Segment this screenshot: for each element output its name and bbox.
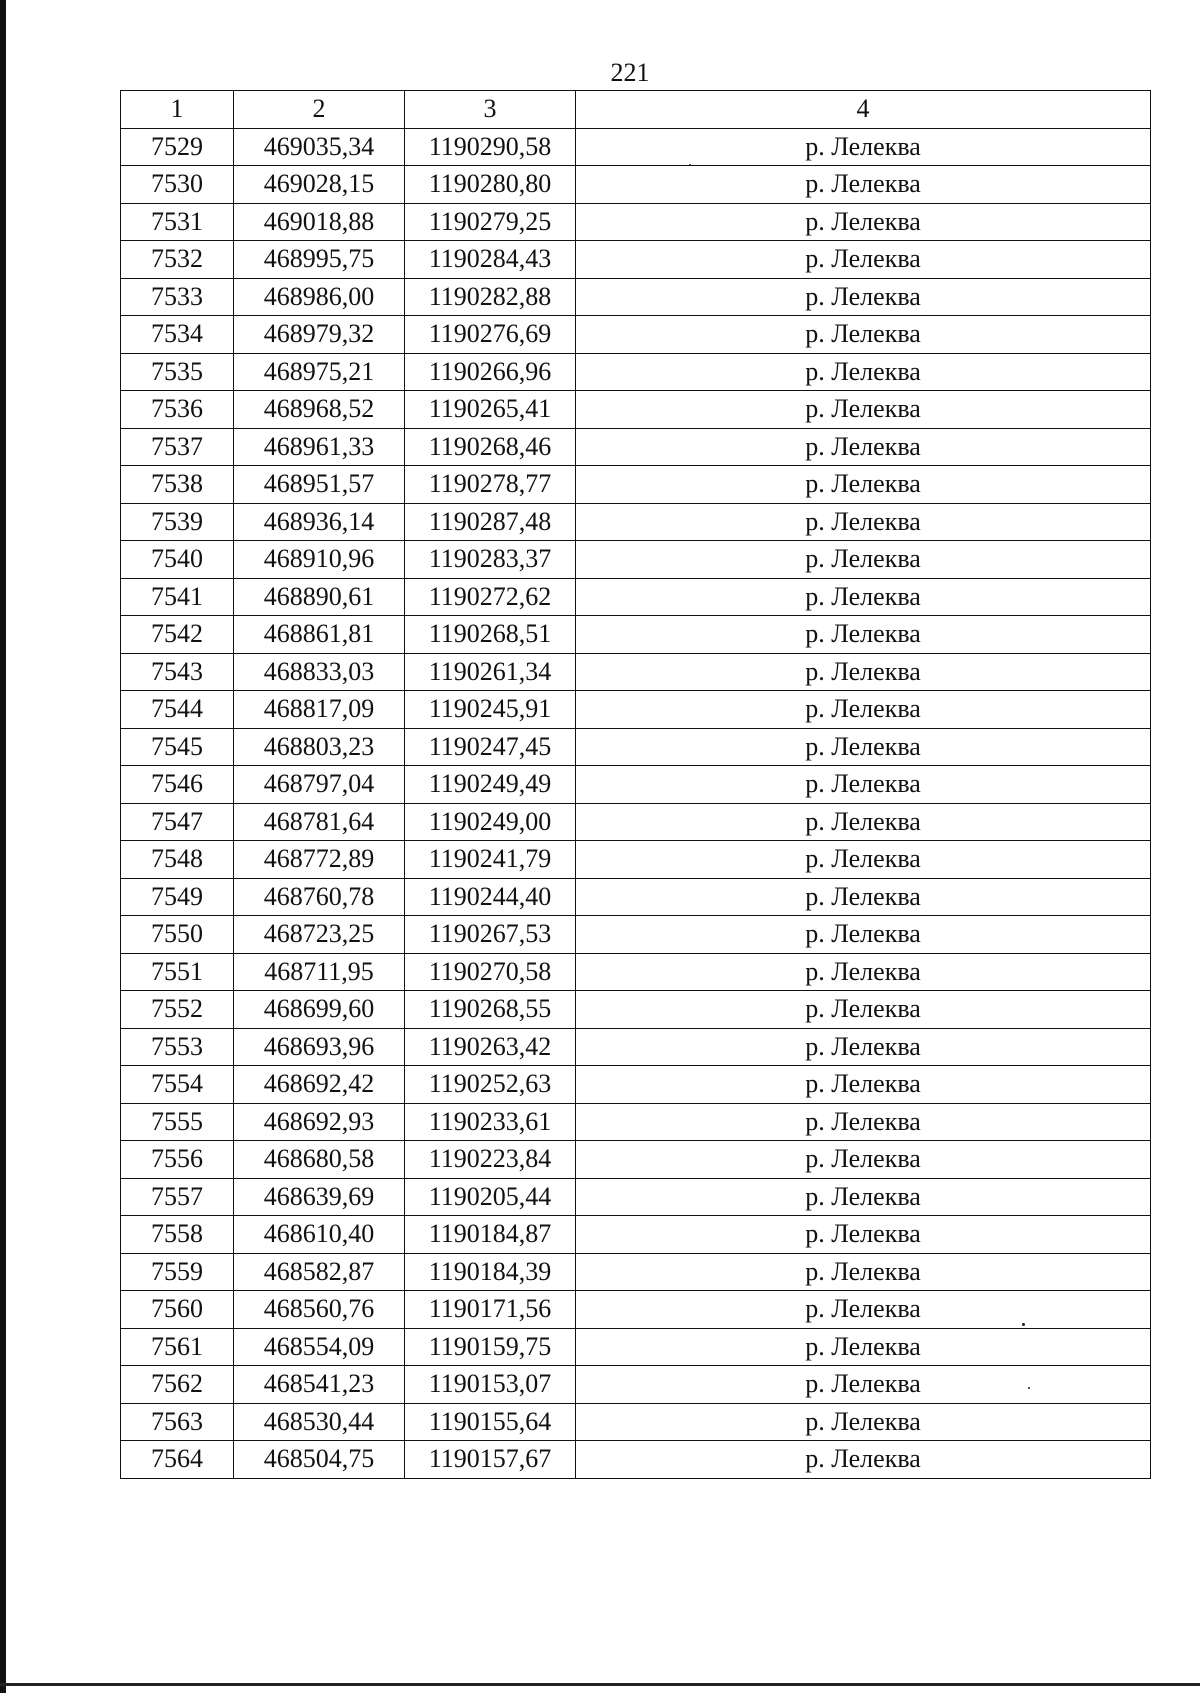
x-coordinate-cell: 468760,78 xyxy=(234,878,405,916)
y-coordinate-cell: 1190205,44 xyxy=(405,1178,576,1216)
description-cell: р. Лелеква xyxy=(576,1103,1151,1141)
x-coordinate-cell: 468803,23 xyxy=(234,728,405,766)
description-cell: р. Лелеква xyxy=(576,166,1151,204)
table-row xyxy=(121,353,1151,391)
x-coordinate-cell: 468781,64 xyxy=(234,803,405,841)
point-number-cell: 7531 xyxy=(121,203,234,241)
y-coordinate-cell: 1190252,63 xyxy=(405,1066,576,1104)
description-cell: р. Лелеква xyxy=(576,128,1151,166)
description-cell: р. Лелеква xyxy=(576,203,1151,241)
y-coordinate-cell: 1190267,53 xyxy=(405,916,576,954)
point-number-cell: 7553 xyxy=(121,1028,234,1066)
table-row xyxy=(121,503,1151,541)
table-row xyxy=(121,166,1151,204)
x-coordinate-cell: 468861,81 xyxy=(234,616,405,654)
header-cell-1: 1 xyxy=(121,91,234,129)
table-row xyxy=(121,316,1151,354)
point-number-cell: 7543 xyxy=(121,653,234,691)
table-row xyxy=(121,1028,1151,1066)
point-number-cell: 7538 xyxy=(121,466,234,504)
description-cell: р. Лелеква xyxy=(576,578,1151,616)
x-coordinate-cell: 468530,44 xyxy=(234,1403,405,1441)
x-coordinate-cell: 468986,00 xyxy=(234,278,405,316)
y-coordinate-cell: 1190268,51 xyxy=(405,616,576,654)
y-coordinate-cell: 1190184,39 xyxy=(405,1253,576,1291)
description-cell: р. Лелеква xyxy=(576,953,1151,991)
description-cell: р. Лелеква xyxy=(576,653,1151,691)
header-cell-2: 2 xyxy=(234,91,405,129)
y-coordinate-cell: 1190268,46 xyxy=(405,428,576,466)
y-coordinate-cell: 1190157,67 xyxy=(405,1441,576,1479)
coordinates-table xyxy=(120,90,1151,1479)
x-coordinate-cell: 468817,09 xyxy=(234,691,405,729)
table-row xyxy=(121,653,1151,691)
y-coordinate-cell: 1190233,61 xyxy=(405,1103,576,1141)
table-row xyxy=(121,128,1151,166)
scan-speck xyxy=(1028,1387,1030,1389)
point-number-cell: 7555 xyxy=(121,1103,234,1141)
y-coordinate-cell: 1190284,43 xyxy=(405,241,576,279)
point-number-cell: 7559 xyxy=(121,1253,234,1291)
x-coordinate-cell: 468610,40 xyxy=(234,1216,405,1254)
y-coordinate-cell: 1190171,56 xyxy=(405,1291,576,1329)
point-number-cell: 7540 xyxy=(121,541,234,579)
x-coordinate-cell: 468639,69 xyxy=(234,1178,405,1216)
y-coordinate-cell: 1190268,55 xyxy=(405,991,576,1029)
table-row xyxy=(121,1328,1151,1366)
point-number-cell: 7545 xyxy=(121,728,234,766)
y-coordinate-cell: 1190184,87 xyxy=(405,1216,576,1254)
table-row xyxy=(121,916,1151,954)
x-coordinate-cell: 468541,23 xyxy=(234,1366,405,1404)
x-coordinate-cell: 468504,75 xyxy=(234,1441,405,1479)
point-number-cell: 7548 xyxy=(121,841,234,879)
point-number-cell: 7552 xyxy=(121,991,234,1029)
y-coordinate-cell: 1190153,07 xyxy=(405,1366,576,1404)
description-cell: р. Лелеква xyxy=(576,691,1151,729)
description-cell: р. Лелеква xyxy=(576,1253,1151,1291)
point-number-cell: 7537 xyxy=(121,428,234,466)
x-coordinate-cell: 469028,15 xyxy=(234,166,405,204)
y-coordinate-cell: 1190245,91 xyxy=(405,691,576,729)
point-number-cell: 7541 xyxy=(121,578,234,616)
x-coordinate-cell: 468961,33 xyxy=(234,428,405,466)
table-row xyxy=(121,691,1151,729)
description-cell: р. Лелеква xyxy=(576,541,1151,579)
table-row xyxy=(121,728,1151,766)
x-coordinate-cell: 468995,75 xyxy=(234,241,405,279)
y-coordinate-cell: 1190261,34 xyxy=(405,653,576,691)
table-row xyxy=(121,578,1151,616)
description-cell: р. Лелеква xyxy=(576,1028,1151,1066)
description-cell: р. Лелеква xyxy=(576,316,1151,354)
table-row xyxy=(121,241,1151,279)
y-coordinate-cell: 1190249,00 xyxy=(405,803,576,841)
x-coordinate-cell: 468560,76 xyxy=(234,1291,405,1329)
table-row xyxy=(121,1178,1151,1216)
table-row xyxy=(121,466,1151,504)
x-coordinate-cell: 468692,42 xyxy=(234,1066,405,1104)
point-number-cell: 7533 xyxy=(121,278,234,316)
point-number-cell: 7536 xyxy=(121,391,234,429)
table-row xyxy=(121,1291,1151,1329)
description-cell: р. Лелеква xyxy=(576,1141,1151,1179)
table-row xyxy=(121,991,1151,1029)
point-number-cell: 7554 xyxy=(121,1066,234,1104)
description-cell: р. Лелеква xyxy=(576,1403,1151,1441)
x-coordinate-cell: 469018,88 xyxy=(234,203,405,241)
point-number-cell: 7564 xyxy=(121,1441,234,1479)
point-number-cell: 7557 xyxy=(121,1178,234,1216)
description-cell: р. Лелеква xyxy=(576,428,1151,466)
point-number-cell: 7558 xyxy=(121,1216,234,1254)
y-coordinate-cell: 1190278,77 xyxy=(405,466,576,504)
y-coordinate-cell: 1190272,62 xyxy=(405,578,576,616)
y-coordinate-cell: 1190282,88 xyxy=(405,278,576,316)
y-coordinate-cell: 1190290,58 xyxy=(405,128,576,166)
table-row xyxy=(121,278,1151,316)
x-coordinate-cell: 468772,89 xyxy=(234,841,405,879)
point-number-cell: 7556 xyxy=(121,1141,234,1179)
point-number-cell: 7534 xyxy=(121,316,234,354)
point-number-cell: 7546 xyxy=(121,766,234,804)
y-coordinate-cell: 1190280,80 xyxy=(405,166,576,204)
table-header xyxy=(121,91,1151,129)
x-coordinate-cell: 468693,96 xyxy=(234,1028,405,1066)
table-row xyxy=(121,616,1151,654)
description-cell: р. Лелеква xyxy=(576,841,1151,879)
header-cell-3: 3 xyxy=(405,91,576,129)
description-cell: р. Лелеква xyxy=(576,803,1151,841)
description-cell: р. Лелеква xyxy=(576,1328,1151,1366)
table-row xyxy=(121,1066,1151,1104)
description-cell: р. Лелеква xyxy=(576,728,1151,766)
table-row xyxy=(121,1103,1151,1141)
description-cell: р. Лелеква xyxy=(576,466,1151,504)
x-coordinate-cell: 468910,96 xyxy=(234,541,405,579)
point-number-cell: 7549 xyxy=(121,878,234,916)
point-number-cell: 7539 xyxy=(121,503,234,541)
x-coordinate-cell: 468699,60 xyxy=(234,991,405,1029)
point-number-cell: 7560 xyxy=(121,1291,234,1329)
table-row xyxy=(121,203,1151,241)
description-cell: р. Лелеква xyxy=(576,503,1151,541)
point-number-cell: 7535 xyxy=(121,353,234,391)
table-row xyxy=(121,1253,1151,1291)
table-row xyxy=(121,1366,1151,1404)
point-number-cell: 7544 xyxy=(121,691,234,729)
table-row xyxy=(121,541,1151,579)
y-coordinate-cell: 1190270,58 xyxy=(405,953,576,991)
y-coordinate-cell: 1190223,84 xyxy=(405,1141,576,1179)
description-cell: р. Лелеква xyxy=(576,916,1151,954)
point-number-cell: 7550 xyxy=(121,916,234,954)
point-number-cell: 7542 xyxy=(121,616,234,654)
point-number-cell: 7563 xyxy=(121,1403,234,1441)
scan-speck xyxy=(689,164,691,166)
table-row xyxy=(121,953,1151,991)
scan-speck xyxy=(1022,1323,1025,1326)
page-number: 221 xyxy=(610,58,650,87)
x-coordinate-cell: 468951,57 xyxy=(234,466,405,504)
x-coordinate-cell: 468680,58 xyxy=(234,1141,405,1179)
table-row xyxy=(121,803,1151,841)
y-coordinate-cell: 1190283,37 xyxy=(405,541,576,579)
y-coordinate-cell: 1190247,45 xyxy=(405,728,576,766)
x-coordinate-cell: 468711,95 xyxy=(234,953,405,991)
table-body xyxy=(121,128,1151,1478)
point-number-cell: 7551 xyxy=(121,953,234,991)
description-cell: р. Лелеква xyxy=(576,391,1151,429)
point-number-cell: 7562 xyxy=(121,1366,234,1404)
scan-edge-bottom xyxy=(0,1683,1200,1686)
table-row xyxy=(121,1441,1151,1479)
description-cell: р. Лелеква xyxy=(576,616,1151,654)
table-row xyxy=(121,1403,1151,1441)
description-cell: р. Лелеква xyxy=(576,1178,1151,1216)
x-coordinate-cell: 468979,32 xyxy=(234,316,405,354)
x-coordinate-cell: 468890,61 xyxy=(234,578,405,616)
description-cell: р. Лелеква xyxy=(576,1216,1151,1254)
point-number-cell: 7561 xyxy=(121,1328,234,1366)
y-coordinate-cell: 1190155,64 xyxy=(405,1403,576,1441)
y-coordinate-cell: 1190263,42 xyxy=(405,1028,576,1066)
y-coordinate-cell: 1190244,40 xyxy=(405,878,576,916)
description-cell: р. Лелеква xyxy=(576,1291,1151,1329)
x-coordinate-cell: 468975,21 xyxy=(234,353,405,391)
x-coordinate-cell: 468554,09 xyxy=(234,1328,405,1366)
x-coordinate-cell: 468968,52 xyxy=(234,391,405,429)
header-cell-4: 4 xyxy=(576,91,1151,129)
x-coordinate-cell: 468692,93 xyxy=(234,1103,405,1141)
header-row xyxy=(121,91,1151,129)
x-coordinate-cell: 468833,03 xyxy=(234,653,405,691)
table-row xyxy=(121,1216,1151,1254)
y-coordinate-cell: 1190159,75 xyxy=(405,1328,576,1366)
description-cell: р. Лелеква xyxy=(576,991,1151,1029)
x-coordinate-cell: 468723,25 xyxy=(234,916,405,954)
point-number-cell: 7529 xyxy=(121,128,234,166)
table-row xyxy=(121,391,1151,429)
point-number-cell: 7532 xyxy=(121,241,234,279)
scan-edge-left xyxy=(0,0,6,1693)
x-coordinate-cell: 468936,14 xyxy=(234,503,405,541)
point-number-cell: 7547 xyxy=(121,803,234,841)
table-row xyxy=(121,1141,1151,1179)
table-row xyxy=(121,878,1151,916)
y-coordinate-cell: 1190279,25 xyxy=(405,203,576,241)
description-cell: р. Лелеква xyxy=(576,278,1151,316)
y-coordinate-cell: 1190249,49 xyxy=(405,766,576,804)
description-cell: р. Лелеква xyxy=(576,1366,1151,1404)
description-cell: р. Лелеква xyxy=(576,353,1151,391)
table-row xyxy=(121,428,1151,466)
x-coordinate-cell: 468582,87 xyxy=(234,1253,405,1291)
description-cell: р. Лелеква xyxy=(576,241,1151,279)
y-coordinate-cell: 1190265,41 xyxy=(405,391,576,429)
x-coordinate-cell: 469035,34 xyxy=(234,128,405,166)
y-coordinate-cell: 1190266,96 xyxy=(405,353,576,391)
description-cell: р. Лелеква xyxy=(576,1441,1151,1479)
description-cell: р. Лелеква xyxy=(576,1066,1151,1104)
table-row xyxy=(121,766,1151,804)
description-cell: р. Лелеква xyxy=(576,766,1151,804)
description-cell: р. Лелеква xyxy=(576,878,1151,916)
y-coordinate-cell: 1190287,48 xyxy=(405,503,576,541)
y-coordinate-cell: 1190276,69 xyxy=(405,316,576,354)
x-coordinate-cell: 468797,04 xyxy=(234,766,405,804)
point-number-cell: 7530 xyxy=(121,166,234,204)
y-coordinate-cell: 1190241,79 xyxy=(405,841,576,879)
table-row xyxy=(121,841,1151,879)
